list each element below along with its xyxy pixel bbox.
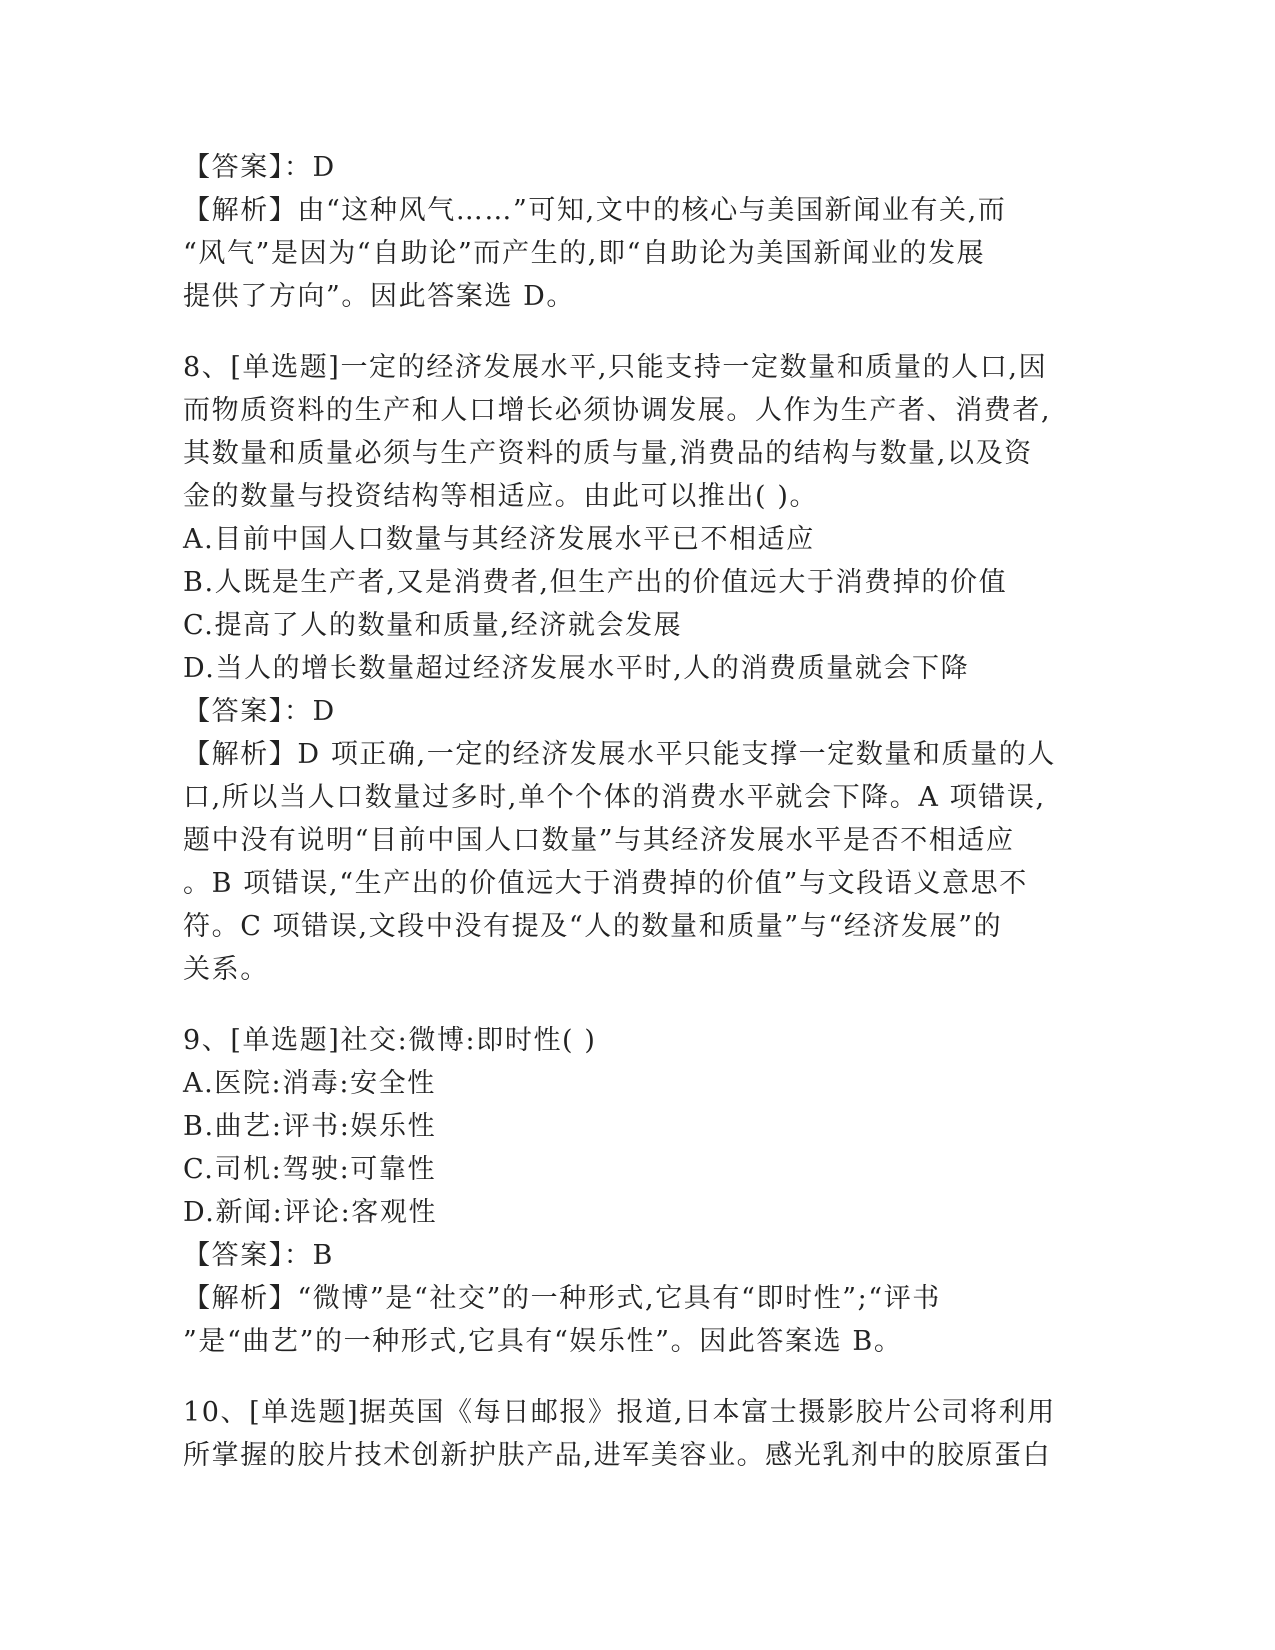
- answer-line: 【答案】：D: [183, 696, 336, 727]
- option-d: D.新闻:评论:客观性: [183, 1197, 438, 1228]
- analysis-line: 符。C 项错误,文段中没有提及“人的数量和质量”与“经济发展”的: [183, 911, 1003, 942]
- option-c: C.提高了人的数量和质量,经济就会发展: [183, 610, 683, 641]
- answer-line: 【答案】：D: [183, 152, 336, 183]
- section-gap: [183, 1363, 1075, 1391]
- analysis-line: 【解析】D 项正确,一定的经济发展水平只能支撑一定数量和质量的人: [183, 739, 1057, 770]
- option-a: A.医院:消毒:安全性: [183, 1068, 436, 1099]
- analysis-line: 题中没有说明“目前中国人口数量”与其经济发展水平是否不相适应: [183, 825, 1015, 856]
- question-stem-line: 9、[单选题]社交:微博:即时性( ): [183, 1025, 597, 1056]
- option-a: A.目前中国人口数量与其经济发展水平已不相适应: [183, 524, 815, 555]
- analysis-line: ”是“曲艺”的一种形式,它具有“娱乐性”。因此答案选 B。: [183, 1326, 903, 1357]
- analysis-line: 【解析】由“这种风气……”可知,文中的核心与美国新闻业有关,而: [183, 195, 1007, 226]
- question-stem-line: 其数量和质量必须与生产资料的质与量,消费品的结构与数量,以及资: [183, 438, 1033, 469]
- analysis-line: “风气”是因为“自助论”而产生的,即“自助论为美国新闻业的发展: [183, 238, 986, 269]
- question-stem-line: 10、[单选题]据英国《每日邮报》报道,日本富士摄影胶片公司将利用: [183, 1397, 1056, 1428]
- question-10: [183, 1391, 1075, 1477]
- question-7-solution: [183, 146, 1075, 318]
- option-c: C.司机:驾驶:可靠性: [183, 1154, 437, 1185]
- analysis-line: 口,所以当人口数量过多时,单个个体的消费水平就会下降。A 项错误,: [183, 782, 1046, 813]
- analysis-line: 提供了方向”。因此答案选 D。: [183, 281, 576, 312]
- option-d: D.当人的增长数量超过经济发展水平时,人的消费质量就会下降: [183, 653, 970, 684]
- question-8: [183, 346, 1075, 991]
- option-b: B.人既是生产者,又是消费者,但生产出的价值远大于消费掉的价值: [183, 567, 1008, 598]
- question-stem-line: 所掌握的胶片技术创新护肤产品,进军美容业。感光乳剂中的胶原蛋白: [183, 1440, 1052, 1471]
- analysis-line: 关系。: [183, 954, 269, 985]
- analysis-line: 。B 项错误,“生产出的价值远大于消费掉的价值”与文段语义意思不: [183, 868, 1028, 899]
- question-stem-line: 而物质资料的生产和人口增长必须协调发展。人作为生产者、消费者,: [183, 395, 1052, 426]
- document-page: [183, 146, 1075, 1477]
- analysis-line: 【解析】“微博”是“社交”的一种形式,它具有“即时性”;“评书: [183, 1283, 941, 1314]
- section-gap: [183, 991, 1075, 1019]
- question-9: [183, 1019, 1075, 1363]
- option-b: B.曲艺:评书:娱乐性: [183, 1111, 437, 1142]
- question-stem-line: 8、[单选题]一定的经济发展水平,只能支持一定数量和质量的人口,因: [183, 352, 1048, 383]
- question-stem-line: 金的数量与投资结构等相适应。由此可以推出( )。: [183, 481, 819, 512]
- section-gap: [183, 318, 1075, 346]
- answer-line: 【答案】：B: [183, 1240, 334, 1271]
